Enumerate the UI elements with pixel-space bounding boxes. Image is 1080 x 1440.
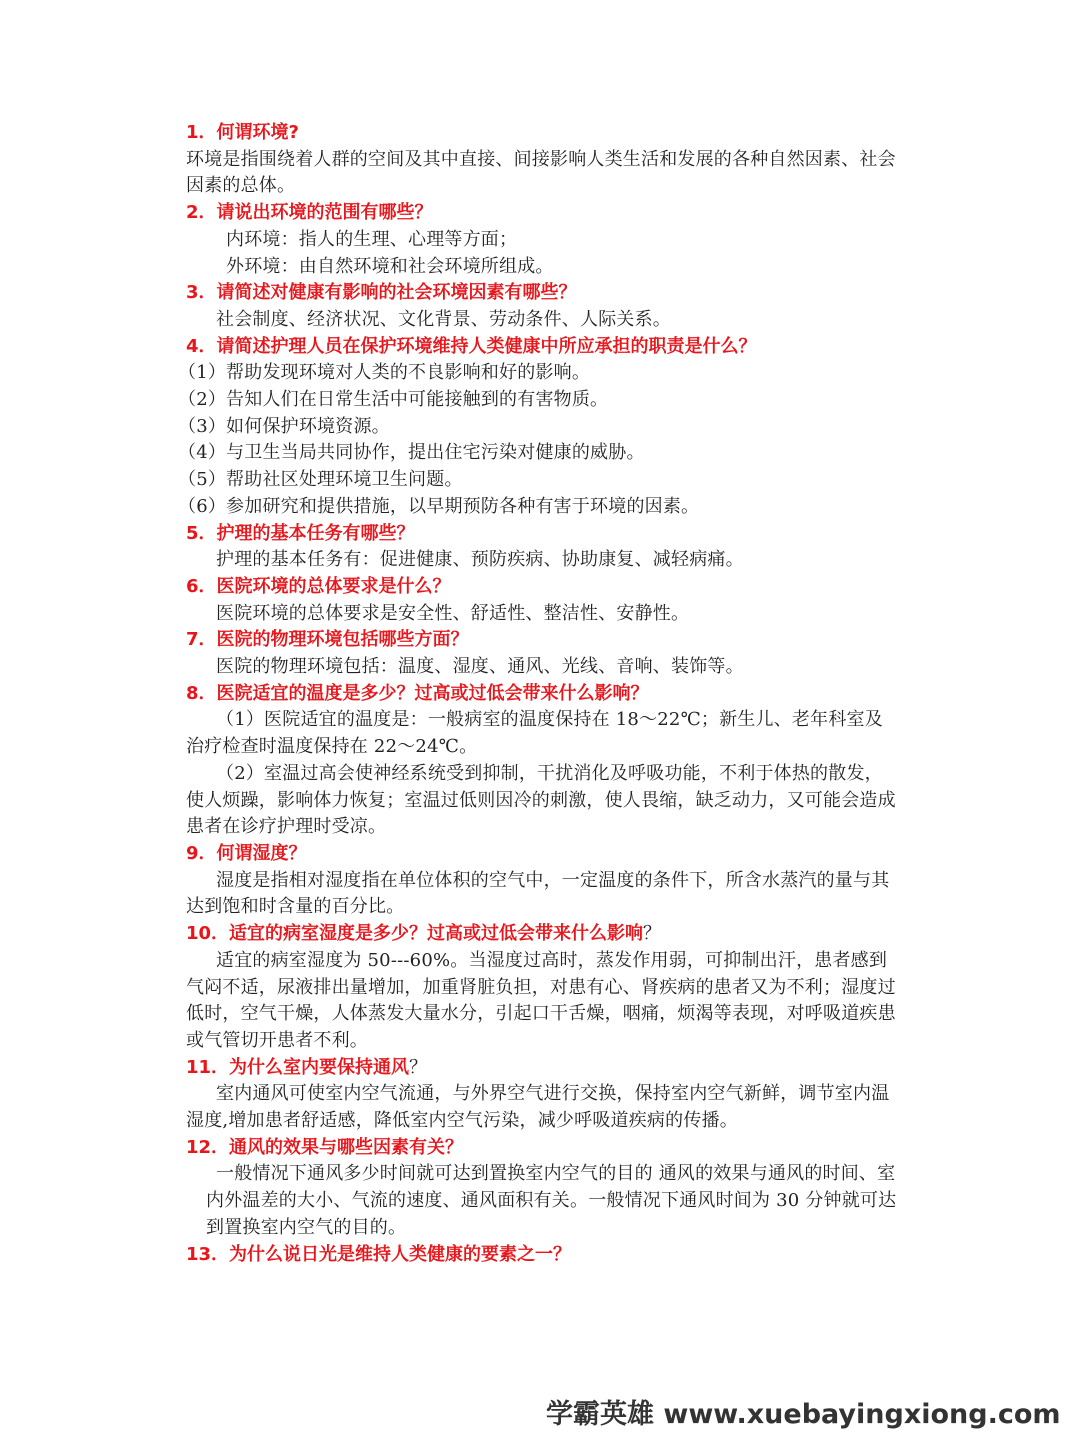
answer-4-item-1: （1）帮助发现环境对人类的不良影响和好的影响。 bbox=[178, 362, 591, 384]
answer-1-text: 环境是指围绕着人群的空间及其中直接、间接影响人类生活和发展的各种自然因素、社会因素的总体。 bbox=[186, 148, 896, 197]
question-1-title: 1．何谓环境? bbox=[186, 122, 299, 143]
answer-9-text: 湿度是指相对湿度指在单位体积的空气中，一定温度的条件下，所含水蒸汽的量与其达到饱和时含量的百分比。 bbox=[186, 869, 890, 918]
question-10-title-text: 10．适宜的病室湿度是多少？过高或过低会带来什么影响 bbox=[186, 923, 644, 945]
answer-4-item-2: （2）告知人们在日常生活中可能接触到的有害物质。 bbox=[178, 389, 609, 411]
question-4-title: 4．请简述护理人员在保护环境维持人类健康中所应承担的职责是什么？ bbox=[186, 335, 757, 357]
question-6-title: 6．医院环境的总体要求是什么？ bbox=[186, 575, 451, 597]
answer-4-item-4: （4）与卫生当局共同协作，提出住宅污染对健康的威胁。 bbox=[178, 442, 645, 464]
question-8-title: 8．医院适宜的温度是多少？过高或过低会带来什么影响？ bbox=[186, 682, 649, 704]
watermark: 学霸英雄 www.xuebayingxiong.com bbox=[546, 1399, 1061, 1430]
question-2-title: 2．请说出环境的范围有哪些？ bbox=[186, 202, 433, 224]
answer-4-item-5: （5）帮助社区处理环境卫生问题。 bbox=[178, 469, 463, 491]
question-5-title: 5．护理的基本任务有哪些？ bbox=[186, 522, 415, 544]
question-9-title: 9．何谓湿度？ bbox=[186, 842, 307, 864]
question-11-title-mark: ？ bbox=[409, 1056, 428, 1078]
answer-8-para-2: （2）室温过高会使神经系统受到抑制，干扰消化及呼吸功能，不利于体热的散发，使人烦躁，影响体力恢复；室温过低则因冷的刺激，使人畏缩，缺乏动力，又可能会造成患者在诊疗护理时受凉。 bbox=[186, 762, 896, 838]
question-7-title: 7．医院的物理环境包括哪些方面？ bbox=[186, 629, 469, 651]
question-11-title bbox=[186, 1055, 898, 1082]
question-10-title-mark: ？ bbox=[643, 923, 662, 945]
answer-3-text: 社会制度、经济状况、文化背景、劳动条件、人际关系。 bbox=[216, 308, 671, 330]
question-10-title bbox=[186, 921, 898, 948]
answer-5-text: 护理的基本任务有：促进健康、预防疾病、协助康复、减轻病痛。 bbox=[216, 549, 744, 571]
question-3-title: 3．请简述对健康有影响的社会环境因素有哪些？ bbox=[186, 282, 577, 304]
question-12-title: 12．通风的效果与哪些因素有关？ bbox=[186, 1136, 464, 1158]
answer-4-item-3: （3）如何保护环境资源。 bbox=[178, 415, 390, 437]
question-11-title-text: 11．为什么室内要保持通风 bbox=[186, 1056, 410, 1078]
answer-8-para-1: （1）医院适宜的温度是：一般病室的温度保持在 18～22℃；新生儿、老年科室及治疗检查时温度保持在 22～24℃。 bbox=[186, 709, 883, 758]
document-body bbox=[178, 120, 898, 1268]
answer-4-item-6: （6）参加研究和提供措施，以早期预防各种有害于环境的因素。 bbox=[178, 495, 700, 517]
answer-12-text: 一般情况下通风多少时间就可达到置换室内空气的目的 通风的效果与通风的时间、室内外温差的大小、气流的速度、通风面积有关。一般情况下通风时间为 30 分钟就可达到置换室内空气的目的。 bbox=[206, 1163, 897, 1238]
answer-11-text: 室内通风可使室内空气流通，与外界空气进行交换，保持室内空气新鲜，调节室内温湿度,增加患者舒适感，降低室内空气污染，减少呼吸道疾病的传播。 bbox=[186, 1083, 890, 1132]
answer-10-text: 适宜的病室湿度为 50---60%。当湿度过高时，蒸发作用弱，可抑制出汗，患者感到气闷不适，尿液排出量增加，加重肾脏负担，对患有心、肾疾病的患者又为不利；湿度过低时，空气干燥，人体蒸发大量水分，引起口干舌燥，咽痛，烦渴等表现，对呼吸道疾患或气管切开患者不利。 bbox=[186, 949, 896, 1051]
answer-2-inner-env: 内环境：指人的生理、心理等方面； bbox=[226, 228, 518, 250]
answer-6-text: 医院环境的总体要求是安全性、舒适性、整洁性、安静性。 bbox=[216, 602, 690, 624]
answer-7-text: 医院的物理环境包括：温度、湿度、通风、光线、音响、装饰等。 bbox=[216, 656, 744, 678]
answer-2-outer-env: 外环境：由自然环境和社会环境所组成。 bbox=[226, 255, 554, 277]
question-13-title: 13．为什么说日光是维持人类健康的要素之一？ bbox=[186, 1243, 572, 1265]
